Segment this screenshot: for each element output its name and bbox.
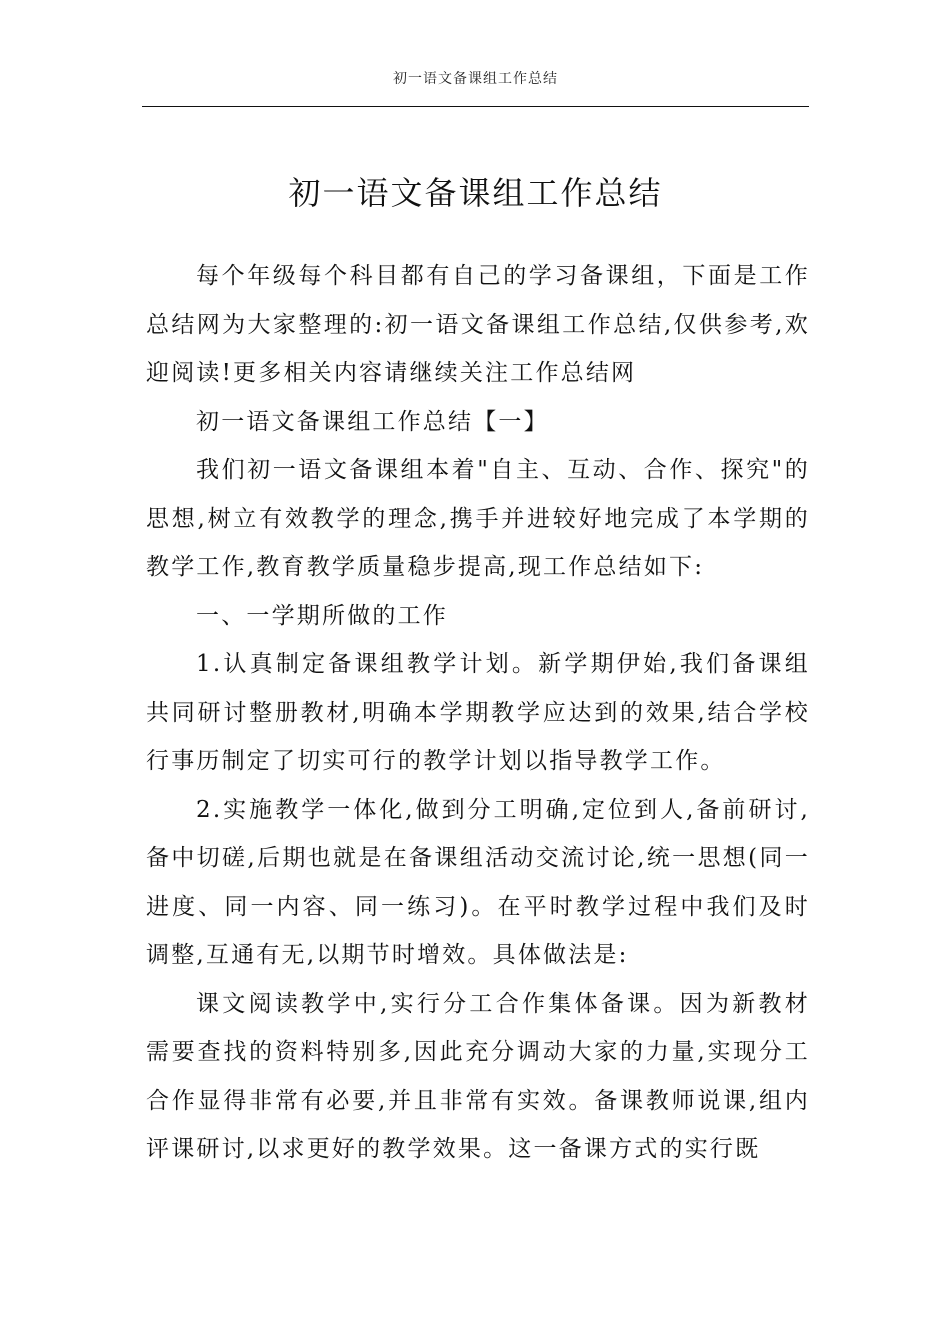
paragraph-overview: 我们初一语文备课组本着"自主、互动、合作、探究"的思想,树立有效教学的理念,携手并进较好地完成了本学期的教学工作,教育教学质量稳步提高,现工作总结如下: bbox=[146, 457, 810, 580]
paragraph-reading-teaching: 课文阅读教学中,实行分工合作集体备课。因为新教材需要查找的资料特别多,因此充分调动大家的力量,实现分工合作显得非常有必要,并且非常有实效。备课教师说课,组内评课研讨,以求更好的教学效果。这一备课方式的实行既 bbox=[146, 990, 810, 1162]
paragraph-item-1: 1.认真制定备课组教学计划。新学期伊始,我们备课组共同研讨整册教材,明确本学期教学应达到的效果,结合学校行事历制定了切实可行的教学计划以指导教学工作。 bbox=[146, 651, 810, 774]
document-body bbox=[146, 252, 810, 1174]
paragraph-item-2: 2.实施教学一体化,做到分工明确,定位到人,备前研讨,备中切磋,后期也就是在备课组活动交流讨论,统一思想(同一进度、同一内容、同一练习)。在平时教学过程中我们及时调整,互通有无,以期节时增效。具体做法是: bbox=[146, 796, 810, 968]
subheading-work-done: 一、一学期所做的工作 bbox=[196, 602, 448, 629]
document-title: 初一语文备课组工作总结 bbox=[288, 174, 663, 212]
header-divider bbox=[142, 106, 809, 107]
running-header: 初一语文备课组工作总结 bbox=[393, 71, 558, 87]
paragraph-intro: 每个年级每个科目都有自己的学习备课组，下面是工作总结网为大家整理的:初一语文备课组工作总结,仅供参考,欢迎阅读!更多相关内容请继续关注工作总结网 bbox=[146, 263, 810, 386]
section-heading-one: 初一语文备课组工作总结【一】 bbox=[196, 408, 549, 435]
